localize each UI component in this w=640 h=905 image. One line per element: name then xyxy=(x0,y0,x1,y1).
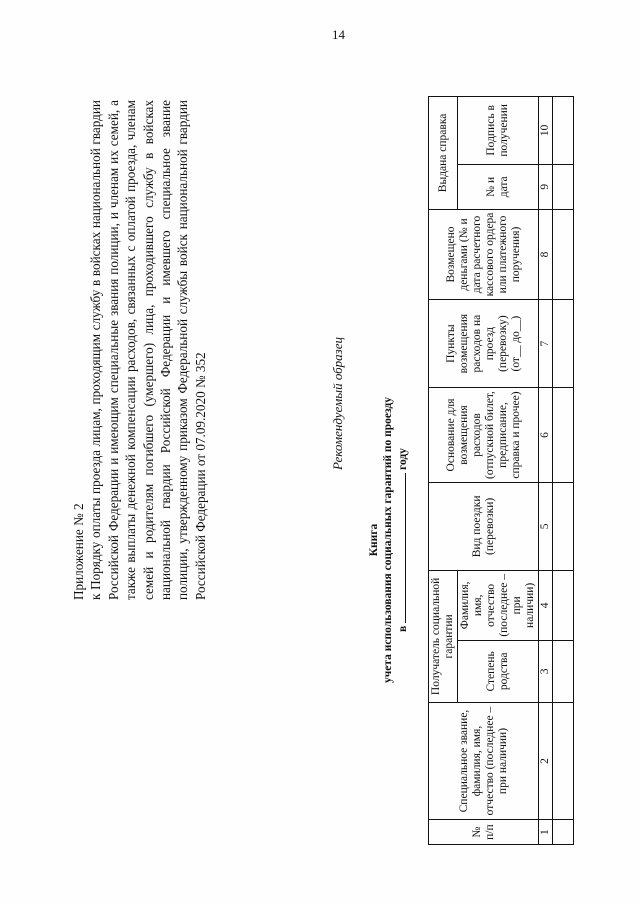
header-col-6: Основание для возмещения расходов (отпускной билет, предписание, справка и прочее) xyxy=(429,388,539,483)
table-cell xyxy=(553,388,574,483)
column-number: 3 xyxy=(539,640,553,702)
column-number: 7 xyxy=(539,300,553,388)
page-number: 14 xyxy=(332,27,345,42)
header-col-9: № и дата xyxy=(458,164,539,209)
header-col-10: Подпись в получении xyxy=(458,97,539,165)
appendix-body: к Порядку оплаты проезда лицам, проходящим службу в войсках национальной гвардии Российской Федерации и имеющим специальные звания полиции, и членам их семей, а также выплаты денежной компенсации расходов, связанных с оплатой проезда, членам семей и родителям погибшего (умершего) лица, проходившего службу в войсках национальной гвардии Российской Федерации и имевшего специальное звание полиции, утвержденному приказом Федеральной службы войск национальной гвардии Российской Федерации от 07.09.2020 № 352 xyxy=(88,100,208,600)
rotated-content xyxy=(45,70,585,870)
table-cell xyxy=(553,820,574,845)
table-row xyxy=(553,97,574,845)
book-title xyxy=(367,290,410,790)
header-col-1: № п/п xyxy=(429,820,539,845)
column-number: 9 xyxy=(539,164,553,209)
table-cell xyxy=(553,702,574,819)
header-group-issued: Выдана справка xyxy=(429,97,458,210)
book-title-line2: учета использования социальных гарантий по проезду xyxy=(382,397,394,683)
table-cell xyxy=(553,640,574,702)
column-number-row xyxy=(539,97,553,845)
header-col-3: Степень родства xyxy=(458,640,539,702)
unit-blank-field xyxy=(395,473,406,623)
book-title-line1: Книга xyxy=(368,523,380,557)
book-title-year-suffix: году xyxy=(397,448,409,470)
header-col-2: Специальное звание, фамилия, имя, отчество (последнее – при наличии) xyxy=(429,702,539,819)
book-title-line3 xyxy=(395,290,410,790)
header-col-7: Пункты возмещения расходов на проезд (перевозку) (от__ до__) xyxy=(429,300,539,388)
header-col-8: Возмещено деньгами (№ и дата расчетного кассового ордера или платежного поручения) xyxy=(429,209,539,299)
column-number: 5 xyxy=(539,482,553,570)
table-cell xyxy=(553,97,574,165)
table-cell xyxy=(553,164,574,209)
table-cell xyxy=(553,482,574,570)
table-cell xyxy=(553,570,574,640)
register-table xyxy=(428,96,574,845)
header-col-5: Вид поездки (перевозки) xyxy=(429,482,539,570)
book-title-prefix: в xyxy=(397,625,409,632)
column-number: 10 xyxy=(539,97,553,165)
column-number: 6 xyxy=(539,388,553,483)
header-row-1 xyxy=(429,97,458,845)
header-col-4: Фамилия, имя, отчество (последнее – при наличии) xyxy=(458,570,539,640)
appendix-block xyxy=(70,100,209,600)
table-cell xyxy=(553,209,574,299)
column-number: 1 xyxy=(539,820,553,845)
appendix-title: Приложение № 2 xyxy=(71,503,86,600)
column-number: 2 xyxy=(539,702,553,819)
column-number: 8 xyxy=(539,209,553,299)
recommended-sample-label: Рекомендуемый образец xyxy=(330,336,345,470)
header-group-recipient: Получатель социальной гарантии xyxy=(429,570,458,702)
column-number: 4 xyxy=(539,570,553,640)
table-cell xyxy=(553,300,574,388)
